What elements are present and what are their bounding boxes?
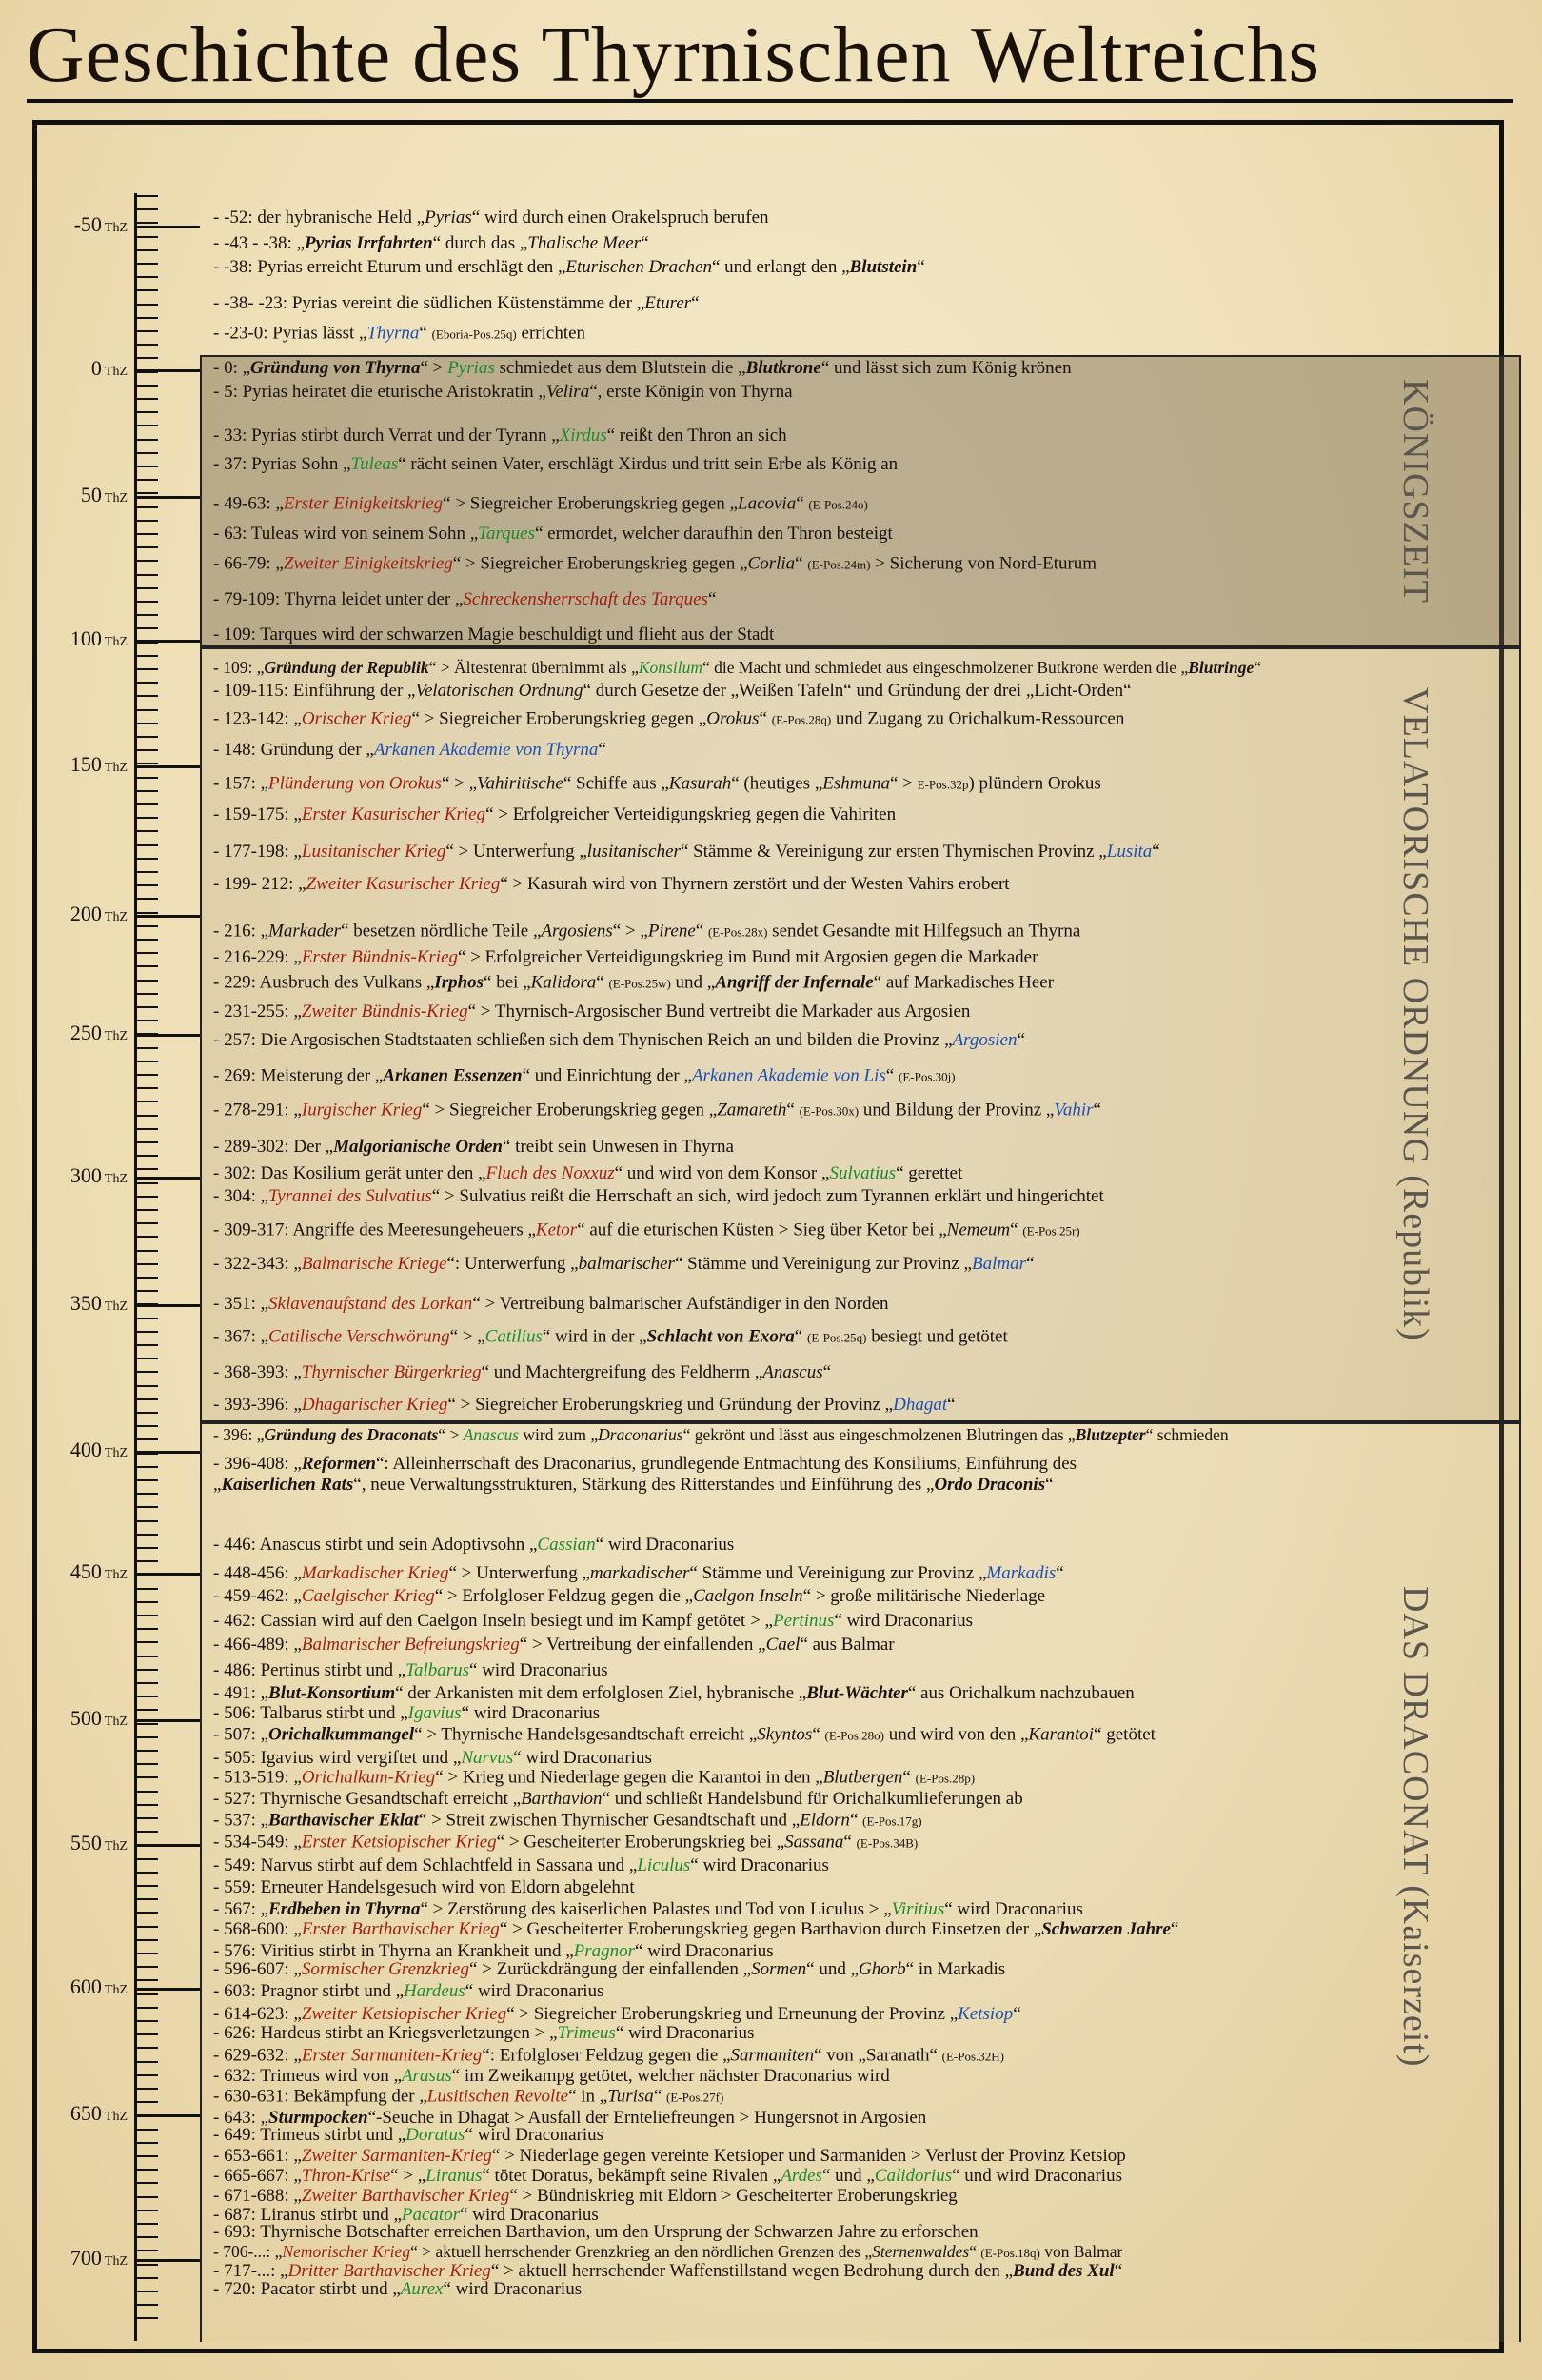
- timeline-entry: - 396-408: „Reformen“: Alleinherrschaft des Draconarius, grundlegende Entmachtung des Konsiliums, Einführung des „Kaiserlichen Rats“, neue Verwaltungsstrukturen, Stärkung des Ritterstandes und Einführung des „Ordo Draconis“: [213, 1454, 1077, 1495]
- timeline-minor-tick: [137, 1115, 158, 1117]
- timeline-minor-tick: [137, 1791, 158, 1793]
- timeline-minor-tick: [137, 2317, 158, 2319]
- timeline-minor-tick: [137, 263, 158, 265]
- timeline-entry: - 717-...: „Dritter Barthavischer Krieg“ > aktuell herrschender Waffenstillstand wegen Bedrohung durch den „Bund des Xul“: [213, 2261, 1123, 2281]
- timeline-entry: - 0: „Gründung von Thyrna“ > Pyrias schmiedet aus dem Blutstein die „Blutkrone“ und lässt sich zum König krönen: [213, 358, 1072, 378]
- timeline-major-tick: [137, 226, 200, 228]
- timeline-year-label: 250 ThZ: [69, 1021, 128, 1044]
- timeline-minor-tick: [137, 1804, 158, 1806]
- timeline-major-tick: [137, 640, 200, 643]
- timeline-entry: - 159-175: „Erster Kasurischer Krieg“ > Erfolgreicher Verteidigungskrieg gegen die Vahiriten: [213, 804, 897, 824]
- timeline-minor-tick: [137, 925, 158, 927]
- timeline-year-label: 0 ThZ: [90, 356, 128, 380]
- timeline-entry: - 229: Ausbruch des Vulkans „Irphos“ bei „Kalidora“ (E-Pos.25w) und „Angriff der Infernale“ auf Markadisches Heer: [213, 972, 1055, 993]
- timeline-minor-tick: [137, 2088, 158, 2090]
- timeline-minor-tick: [137, 249, 158, 251]
- timeline-minor-tick: [137, 304, 158, 306]
- timeline-major-tick: [137, 1844, 200, 1847]
- timeline-entry: - 653-661: „Zweiter Sarmaniten-Krieg“ > Niederlage gegen vereinte Ketsioper und Sarmaniden > Verlust der Provinz Ketsiop: [213, 2146, 1126, 2166]
- timeline-minor-tick: [137, 1196, 158, 1198]
- timeline-entry: - 665-667: „Thron-Krise“ > „Liranus“ tötet Doratus, bekämpft seine Rivalen „Ardes“ und „Calidorius“ und wird Draconarius: [213, 2166, 1122, 2186]
- timeline-minor-tick: [137, 1696, 158, 1697]
- timeline-minor-tick: [137, 1277, 158, 1279]
- timeline-minor-tick: [137, 763, 158, 764]
- timeline-axis: [134, 193, 137, 2341]
- timeline-entry: - -52: der hybranische Held „Pyrias“ wird durch einen Orakelspruch berufen: [213, 208, 769, 228]
- timeline-entry: - 614-623: „Zweiter Ketsiopischer Krieg“ > Siegreicher Eroberungskrieg und Erneunung der Provinz „Ketsiop“: [213, 2004, 1021, 2024]
- timeline-minor-tick: [137, 1438, 158, 1440]
- timeline-minor-tick: [137, 2007, 158, 2009]
- timeline-minor-tick: [137, 1628, 158, 1630]
- timeline-minor-tick: [137, 1615, 158, 1616]
- timeline-minor-tick: [137, 1182, 158, 1184]
- timeline-entry: - 446: Anascus stirbt und sein Adoptivsohn „Cassian“ wird Draconarius: [213, 1535, 735, 1555]
- timeline-minor-tick: [137, 2129, 158, 2131]
- timeline-major-tick: [137, 915, 200, 918]
- timeline-minor-tick: [137, 1168, 158, 1170]
- timeline-minor-tick: [137, 289, 158, 291]
- timeline-minor-tick: [137, 385, 158, 387]
- timeline-entry: - -38: Pyrias erreicht Eturum und erschlägt den „Eturischen Drachen“ und erlangt den „Blutstein“: [213, 257, 925, 277]
- timeline-year-label: 600 ThZ: [69, 1974, 128, 1998]
- timeline-entry: - 302: Das Kosilium gerät unter den „Fluch des Noxxuz“ und wird von dem Konsor „Sulvatius“ gerettet: [213, 1163, 963, 1183]
- timeline-minor-tick: [137, 357, 158, 359]
- era-label-koenigszeit: KÖNIGSZEIT: [1395, 379, 1435, 604]
- timeline-minor-tick: [137, 2250, 158, 2251]
- timeline-entry: - -43 - -38: „Pyrias Irrfahrten“ durch das „Thalische Meer“: [213, 233, 649, 253]
- timeline-minor-tick: [137, 871, 158, 873]
- timeline-minor-tick: [137, 1047, 158, 1049]
- timeline-minor-tick: [137, 1547, 158, 1549]
- timeline-entry: - 351: „Sklavenaufstand des Lorkan“ > Vertreibung balmarischer Aufständiger in den Norden: [213, 1294, 889, 1314]
- timeline-minor-tick: [137, 546, 158, 548]
- timeline-minor-tick: [137, 1966, 158, 1968]
- timeline-minor-tick: [137, 466, 158, 467]
- timeline-entry: - 109: Tarques wird der schwarzen Magie beschuldigt und flieht aus der Stadt: [213, 625, 775, 645]
- timeline-minor-tick: [137, 208, 158, 210]
- timeline-entry: - 537: „Barthavischer Eklat“ > Streit zwischen Thyrnischer Gesandtschaft und „Eldorn“ (E-Pos.17g): [213, 1810, 922, 1831]
- timeline-entry: - 231-255: „Zweiter Bündnis-Krieg“ > Thyrnisch-Argosischer Bund vertreibt die Markader aus Argosien: [213, 1002, 971, 1021]
- timeline-minor-tick: [137, 668, 158, 670]
- timeline-minor-tick: [137, 1723, 158, 1725]
- timeline-minor-tick: [137, 411, 158, 413]
- timeline-minor-tick: [137, 709, 158, 711]
- timeline-minor-tick: [137, 1209, 158, 1211]
- timeline-minor-tick: [137, 1817, 158, 1819]
- timeline-entry: - 304: „Tyrannei des Sulvatius“ > Sulvatius reißt die Herrschaft an sich, wird jedoch zum Tyrannen erklärt und hingerichtet: [213, 1186, 1104, 1206]
- timeline-minor-tick: [137, 533, 158, 535]
- timeline-minor-tick: [137, 1385, 158, 1387]
- timeline-entry: - 109: „Gründung der Republik“ > Ältestenrat übernimmt als „Konsilum“ die Macht und schmiedet aus eingeschmolzener Butkrone werden die „Blutringe“: [213, 658, 1262, 677]
- timeline-entry: - 269: Meisterung der „Arkanen Essenzen“ und Einrichtung der „Arkanen Akademie von Lis“ (E-Pos.30j): [213, 1065, 956, 1086]
- timeline-entry: - 63: Tuleas wird von seinem Sohn „Tarques“ ermordet, welcher daraufhin den Thron besteigt: [213, 524, 893, 544]
- timeline-minor-tick: [137, 574, 158, 576]
- timeline-minor-tick: [137, 2047, 158, 2049]
- timeline-entry: - 5: Pyrias heiratet die eturische Aristokratin „Velira“, erste Königin von Thyrna: [213, 382, 793, 402]
- timeline-minor-tick: [137, 993, 158, 995]
- timeline-minor-tick: [137, 817, 158, 819]
- timeline-major-tick: [137, 1034, 200, 1037]
- timeline-entry: - 576: Viritius stirbt in Thyrna an Krankheit und „Pragnor“ wird Draconarius: [213, 1941, 774, 1961]
- era-label-draconat: DAS DRACONAT (Kaiserzeit): [1395, 1586, 1435, 2068]
- timeline-minor-tick: [137, 736, 158, 738]
- timeline-minor-tick: [137, 2223, 158, 2225]
- timeline-entry: - 368-393: „Thyrnischer Bürgerkrieg“ und Machtergreifung des Feldherrn „Anascus“: [213, 1362, 832, 1382]
- timeline-minor-tick: [137, 1858, 158, 1860]
- timeline-minor-tick: [137, 777, 158, 779]
- timeline-minor-tick: [137, 317, 158, 319]
- timeline-minor-tick: [137, 2142, 158, 2144]
- timeline-entry: - 643: „Sturmpocken“-Seuche in Dhagat > Ausfall der Ernteliefreungen > Hungersnot in Argosien: [213, 2108, 927, 2128]
- timeline-minor-tick: [137, 601, 158, 603]
- timeline-minor-tick: [137, 1155, 158, 1157]
- timeline-minor-tick: [137, 1006, 158, 1008]
- timeline-minor-tick: [137, 1318, 158, 1319]
- timeline-minor-tick: [137, 2277, 158, 2279]
- timeline-minor-tick: [137, 1506, 158, 1508]
- timeline-entry: - 199- 212: „Zweiter Kasurischer Krieg“ > Kasurah wird von Thyrnern zerstört und der Westen Vahirs erobert: [213, 874, 1010, 894]
- timeline-major-tick: [137, 765, 200, 768]
- timeline-minor-tick: [137, 1331, 158, 1333]
- timeline-minor-tick: [137, 1656, 158, 1657]
- timeline-entry: - 393-396: „Dhagarischer Krieg“ > Siegreicher Eroberungskrieg und Gründung der Provinz „Dhagat“: [213, 1395, 956, 1415]
- timeline-minor-tick: [137, 520, 158, 522]
- timeline-entry: - 507: „Orichalkummangel“ > Thyrnische Handelsgesandtschaft erreicht „Skyntos“ (E-Pos.28o) und wird von den „Karantoi“ getötet: [213, 1724, 1156, 1745]
- timeline-minor-tick: [137, 1236, 158, 1238]
- timeline-entry: - -23-0: Pyrias lässt „Thyrna“ (Eboria-Pos.25q) errichten: [213, 323, 586, 344]
- timeline-entry: - 216: „Markader“ besetzen nördliche Teile „Argosiens“ > „Pirene“ (E-Pos.28x) sendet Gesandte mit Hilfegsuch an Thyrna: [213, 921, 1081, 942]
- timeline-minor-tick: [137, 898, 158, 900]
- timeline-minor-tick: [137, 1101, 158, 1102]
- timeline-minor-tick: [137, 2155, 158, 2157]
- timeline-minor-tick: [137, 1412, 158, 1414]
- timeline-minor-tick: [137, 587, 158, 589]
- timeline-entry: - 706-...: „Nemorischer Krieg“ > aktuell herrschender Grenzkrieg an den nördlichen Grenzen des „Sternenwaldes“ (E-Pos.18q) von Balmar: [213, 2242, 1123, 2261]
- timeline-minor-tick: [137, 2074, 158, 2076]
- timeline-major-tick: [137, 1573, 200, 1576]
- timeline-entry: - 462: Cassian wird auf den Caelgon Inseln besiegt und im Kampf getötet > „Pertinus“ wird Draconarius: [213, 1611, 973, 1631]
- timeline-major-tick: [137, 369, 200, 372]
- timeline-minor-tick: [137, 1222, 158, 1224]
- page-title: Geschichte des Thyrnischen Weltreichs: [27, 10, 1321, 99]
- timeline-year-label: 450 ThZ: [69, 1559, 128, 1583]
- timeline-minor-tick: [137, 858, 158, 860]
- timeline-minor-tick: [137, 492, 158, 494]
- timeline-minor-tick: [137, 1993, 158, 1995]
- timeline-major-tick: [137, 1304, 200, 1307]
- timeline-minor-tick: [137, 1682, 158, 1684]
- timeline-minor-tick: [137, 1128, 158, 1130]
- timeline-minor-tick: [137, 1872, 158, 1874]
- timeline-minor-tick: [137, 844, 158, 846]
- timeline-minor-tick: [137, 344, 158, 346]
- timeline-minor-tick: [137, 1939, 158, 1941]
- timeline-minor-tick: [137, 2182, 158, 2184]
- timeline-minor-tick: [137, 2169, 158, 2171]
- timeline-minor-tick: [137, 2264, 158, 2266]
- timeline-minor-tick: [137, 1979, 158, 1981]
- timeline-minor-tick: [137, 1344, 158, 1346]
- timeline-entry: - 289-302: Der „Malgorianische Orden“ treibt sein Unwesen in Thyrna: [213, 1137, 734, 1157]
- timeline-entry: - 687: Liranus stirbt und „Pacator“ wird Draconarius: [213, 2205, 599, 2225]
- timeline-minor-tick: [137, 1601, 158, 1603]
- timeline-minor-tick: [137, 939, 158, 941]
- timeline-year-label: 300 ThZ: [69, 1163, 128, 1187]
- timeline-minor-tick: [137, 1263, 158, 1265]
- timeline-minor-tick: [137, 627, 158, 629]
- timeline-minor-tick: [137, 803, 158, 805]
- timeline-entry: - 632: Trimeus wird von „Arasus“ im Zweikampg getötet, welcher nächster Draconarius wird: [213, 2066, 890, 2086]
- timeline-minor-tick: [137, 1425, 158, 1427]
- timeline-minor-tick: [137, 195, 158, 197]
- timeline-minor-tick: [137, 830, 158, 832]
- timeline-minor-tick: [137, 912, 158, 914]
- timeline-year-label: 650 ThZ: [69, 2101, 128, 2125]
- timeline-minor-tick: [137, 1763, 158, 1765]
- timeline-entry: - 568-600: „Erster Barthavischer Krieg“ > Gescheiterter Eroberungskrieg gegen Barthavion durch Einsetzen der „Schwarzen Jahre“: [213, 1919, 1179, 1939]
- timeline-minor-tick: [137, 1479, 158, 1481]
- timeline-minor-tick: [137, 560, 158, 562]
- timeline-year-label: 350 ThZ: [69, 1291, 128, 1315]
- timeline-entry: - 649: Trimeus stirbt und „Doratus“ wird Draconarius: [213, 2125, 604, 2145]
- timeline-minor-tick: [137, 479, 158, 481]
- timeline-entry: - 534-549: „Erster Ketsiopischer Krieg“ > Gescheiterter Eroberungskrieg bei „Sassana“ (E-Pos.34B): [213, 1832, 919, 1853]
- timeline-entry: - 257: Die Argosischen Stadtstaaten schließen sich dem Thynischen Reich an und bilden die Provinz „Argosien“: [213, 1030, 1025, 1050]
- timeline-minor-tick: [137, 1953, 158, 1954]
- timeline-entry: - 720: Pacator stirbt und „Aurex“ wird Draconarius: [213, 2279, 583, 2299]
- timeline-entry: - 448-456: „Markadischer Krieg“ > Unterwerfung „markadischer“ Stämme und Vereinigung zur Provinz „Markadis“: [213, 1563, 1064, 1583]
- timeline-entry: - 79-109: Thyrna leidet unter der „Schreckensherrschaft des Tarques“: [213, 589, 717, 609]
- timeline-entry: - 506: Talbarus stirbt und „Igavius“ wird Draconarius: [213, 1703, 601, 1723]
- timeline-minor-tick: [137, 884, 158, 886]
- timeline-year-label: 550 ThZ: [69, 1831, 128, 1854]
- timeline-entry: - 603: Pragnor stirbt und „Hardeus“ wird Draconarius: [213, 1981, 604, 2001]
- timeline-minor-tick: [137, 2196, 158, 2198]
- timeline-minor-tick: [137, 952, 158, 954]
- timeline-minor-tick: [137, 1588, 158, 1590]
- timeline-minor-tick: [137, 2291, 158, 2292]
- timeline-year-label: 700 ThZ: [69, 2246, 128, 2270]
- timeline-entry: - 549: Narvus stirbt auf dem Schlachtfeld in Sassana und „Liculus“ wird Draconarius: [213, 1855, 829, 1875]
- timeline-minor-tick: [137, 1750, 158, 1752]
- timeline-entry: - 216-229: „Erster Bündnis-Krieg“ > Erfolgreicher Verteidigungskrieg im Bund mit Argosien gegen die Markader: [213, 947, 1038, 967]
- timeline-entry: - 123-142: „Orischer Krieg“ > Siegreicher Eroberungskrieg gegen „Orokus“ (E-Pos.28q) und Zugang zu Orichalkum-Ressourcen: [213, 708, 1125, 729]
- timeline-entry: - 396: „Gründung des Draconats“ > Anascus wird zum „Draconarius“ gekrönt und lässt aus eingeschmolzenen Blutringen das „Blutzepter“ schmieden: [213, 1425, 1229, 1444]
- timeline-minor-tick: [137, 1290, 158, 1292]
- timeline-major-tick: [137, 1719, 200, 1722]
- timeline-minor-tick: [137, 236, 158, 238]
- timeline-entry: - 322-343: „Balmarische Kriege“: Unterwerfung „balmarischer“ Stämme und Vereinigung zur Provinz „Balmar“: [213, 1254, 1035, 1274]
- timeline-minor-tick: [137, 1398, 158, 1400]
- timeline-major-tick: [137, 1177, 200, 1180]
- timeline-minor-tick: [137, 452, 158, 454]
- timeline-entry: - 109-115: Einführung der „Velatorischen Ordnung“ durch Gesetze der „Weißen Tafeln“ und Gründung der drei „Licht-Orden“: [213, 681, 1132, 701]
- timeline-entry: - 37: Pyrias Sohn „Tuleas“ rächt seinen Vater, erschlägt Xirdus und tritt sein Erbe als König an: [213, 454, 899, 474]
- timeline-entry: - 33: Pyrias stirbt durch Verrat und der Tyrann „Xirdus“ reißt den Thron an sich: [213, 426, 787, 446]
- timeline-minor-tick: [137, 1141, 158, 1143]
- timeline-minor-tick: [137, 1736, 158, 1738]
- timeline-minor-tick: [137, 330, 158, 332]
- timeline-minor-tick: [137, 1885, 158, 1887]
- timeline-minor-tick: [137, 1560, 158, 1562]
- timeline-entry: - 459-462: „Caelgischer Krieg“ > Erfolgloser Feldzug gegen die „Caelgon Inseln“ > große militärische Niederlage: [213, 1586, 1046, 1606]
- timeline-entry: - 157: „Plünderung von Orokus“ > „Vahiritische“ Schiffe aus „Kasurah“ (heutiges „Eshmuna“ > E-Pos.32p) plündern Orokus: [213, 773, 1101, 794]
- timeline-minor-tick: [137, 1358, 158, 1359]
- timeline-minor-tick: [137, 439, 158, 441]
- timeline-minor-tick: [137, 965, 158, 967]
- timeline-entry: - 367: „Catilische Verschwörung“ > „Catilius“ wird in der „Schlacht von Exora“ (E-Pos.25q) besiegt und getötet: [213, 1326, 1008, 1347]
- timeline-entry: - 559: Erneuter Handelsgesuch wird von Eldorn abgelehnt: [213, 1877, 635, 1897]
- timeline-entry: - 671-688: „Zweiter Barthavischer Krieg“ > Bündniskrieg mit Eldorn > Gescheiterter Eroberungskrieg: [213, 2186, 958, 2206]
- timeline-entry: - 309-317: Angriffe des Meeresungeheuers „Ketor“ auf die eturischen Küsten > Sieg über Ketor bei „Nemeum“ (E-Pos.25r): [213, 1220, 1080, 1240]
- timeline-minor-tick: [137, 1371, 158, 1373]
- timeline-minor-tick: [137, 723, 158, 724]
- timeline-minor-tick: [137, 222, 158, 224]
- timeline-year-label: 50 ThZ: [80, 483, 128, 506]
- timeline-minor-tick: [137, 425, 158, 426]
- timeline-year-label: -50 ThZ: [73, 212, 128, 236]
- timeline-entry: - 49-63: „Erster Einigkeitskrieg“ > Siegreicher Eroberungskrieg gegen „Lacovia“ (E-Pos.24o): [213, 493, 868, 514]
- timeline-minor-tick: [137, 1709, 158, 1711]
- timeline-minor-tick: [137, 682, 158, 684]
- timeline-major-tick: [137, 1451, 200, 1454]
- timeline-entry: - 693: Thyrnische Botschafter erreichen Barthavion, um den Ursprung der Schwarzen Jahre zu erforschen: [213, 2222, 979, 2242]
- timeline-minor-tick: [137, 506, 158, 508]
- timeline-minor-tick: [137, 1466, 158, 1468]
- timeline-year-label: 150 ThZ: [69, 752, 128, 776]
- timeline-minor-tick: [137, 1087, 158, 1089]
- timeline-entry: - 513-519: „Orichalkum-Krieg“ > Krieg und Niederlage gegen die Karantoi in den „Blutbergen“ (E-Pos.28p): [213, 1767, 976, 1788]
- timeline-entry: - 278-291: „Iurgischer Krieg“ > Siegreicher Eroberungskrieg gegen „Zamareth“ (E-Pos.30x) und Bildung der Provinz „Vahir“: [213, 1100, 1101, 1121]
- timeline-minor-tick: [137, 1020, 158, 1021]
- title-underline: [27, 99, 1513, 103]
- timeline-minor-tick: [137, 1520, 158, 1522]
- timeline-minor-tick: [137, 1641, 158, 1643]
- timeline-minor-tick: [137, 398, 158, 400]
- timeline-minor-tick: [137, 2304, 158, 2306]
- timeline-year-label: 200 ThZ: [69, 902, 128, 925]
- timeline-entry: - 630-631: Bekämpfung der „Lusitischen Revolte“ in „Turisa“ (E-Pos.27f): [213, 2086, 724, 2107]
- timeline-entry: - 486: Pertinus stirbt und „Talbarus“ wird Draconarius: [213, 1660, 608, 1680]
- timeline-minor-tick: [137, 2061, 158, 2063]
- timeline-minor-tick: [137, 2236, 158, 2238]
- timeline-minor-tick: [137, 1061, 158, 1062]
- timeline-entry: - 505: Igavius wird vergiftet und „Narvus“ wird Draconarius: [213, 1748, 652, 1768]
- timeline-year-label: 100 ThZ: [69, 626, 128, 650]
- timeline-minor-tick: [137, 1912, 158, 1914]
- timeline-minor-tick: [137, 614, 158, 616]
- timeline-minor-tick: [137, 2101, 158, 2103]
- timeline-minor-tick: [137, 980, 158, 982]
- timeline-entry: - 626: Hardeus stirbt an Kriegsverletzungen > „Trimeus“ wird Draconarius: [213, 2023, 755, 2043]
- timeline-minor-tick: [137, 1898, 158, 1900]
- timeline-entry: - 148: Gründung der „Arkanen Akademie von Thyrna“: [213, 740, 606, 760]
- timeline-minor-tick: [137, 1831, 158, 1833]
- timeline-minor-tick: [137, 695, 158, 697]
- timeline-minor-tick: [137, 1926, 158, 1928]
- timeline-minor-tick: [137, 2020, 158, 2022]
- timeline-minor-tick: [137, 749, 158, 751]
- timeline-minor-tick: [137, 276, 158, 278]
- timeline-minor-tick: [137, 1493, 158, 1495]
- timeline-entry: - -38- -23: Pyrias vereint die südlichen Küstenstämme der „Eturer“: [213, 293, 700, 313]
- timeline-minor-tick: [137, 655, 158, 657]
- timeline-minor-tick: [137, 790, 158, 792]
- timeline-minor-tick: [137, 1074, 158, 1076]
- timeline-minor-tick: [137, 2033, 158, 2035]
- timeline-entry: - 596-607: „Sormischer Grenzkrieg“ > Zurückdrängung der einfallenden „Sormen“ und „Ghorb“ in Markadis: [213, 1959, 1006, 1979]
- timeline-entry: - 466-489: „Balmarischer Befreiungskrieg“ > Vertreibung der einfallenden „Cael“ aus Balmar: [213, 1635, 895, 1655]
- timeline-minor-tick: [137, 1669, 158, 1671]
- timeline-major-tick: [137, 1988, 200, 1991]
- timeline-entry: - 527: Thyrnische Gesandtschaft erreicht „Barthavion“ und schließt Handelsbund für Orichalkumlieferungen ab: [213, 1789, 1023, 1809]
- timeline-major-tick: [137, 496, 200, 499]
- timeline-year-label: 400 ThZ: [69, 1438, 128, 1461]
- timeline-minor-tick: [137, 2210, 158, 2211]
- timeline-minor-tick: [137, 1250, 158, 1252]
- timeline-entry: - 177-198: „Lusitanischer Krieg“ > Unterwerfung „lusitanischer“ Stämme & Vereinigung zur ersten Thyrnischen Provinz „Lusita“: [213, 842, 1160, 862]
- timeline-entry: - 629-632: „Erster Sarmaniten-Krieg“: Erfolgloser Feldzug gegen die „Sarmaniten“ von „Saranath“ (E-Pos.32H): [213, 2045, 1005, 2066]
- timeline-major-tick: [137, 2114, 200, 2117]
- era-label-velatorische-ordnung: VELATORISCHE ORDNUNG (Republik): [1395, 687, 1435, 1341]
- timeline-entry: - 491: „Blut-Konsortium“ der Arkanisten mit dem erfolglosen Ziel, hybranische „Blut-Wächter“ aus Orichalkum nachzubauen: [213, 1683, 1135, 1703]
- timeline-minor-tick: [137, 1534, 158, 1536]
- timeline-year-label: 500 ThZ: [69, 1706, 128, 1730]
- timeline-entry: - 66-79: „Zweiter Einigkeitskrieg“ > Siegreicher Eroberungskrieg gegen „Corlia“ (E-Pos.24m) > Sicherung von Nord-Eturum: [213, 553, 1097, 574]
- timeline-entry: - 567: „Erdbeben in Thyrna“ > Zerstörung des kaiserlichen Palastes und Tod von Liculus > „Viritius“ wird Draconarius: [213, 1899, 1083, 1919]
- timeline-major-tick: [137, 2259, 200, 2262]
- timeline-minor-tick: [137, 1776, 158, 1778]
